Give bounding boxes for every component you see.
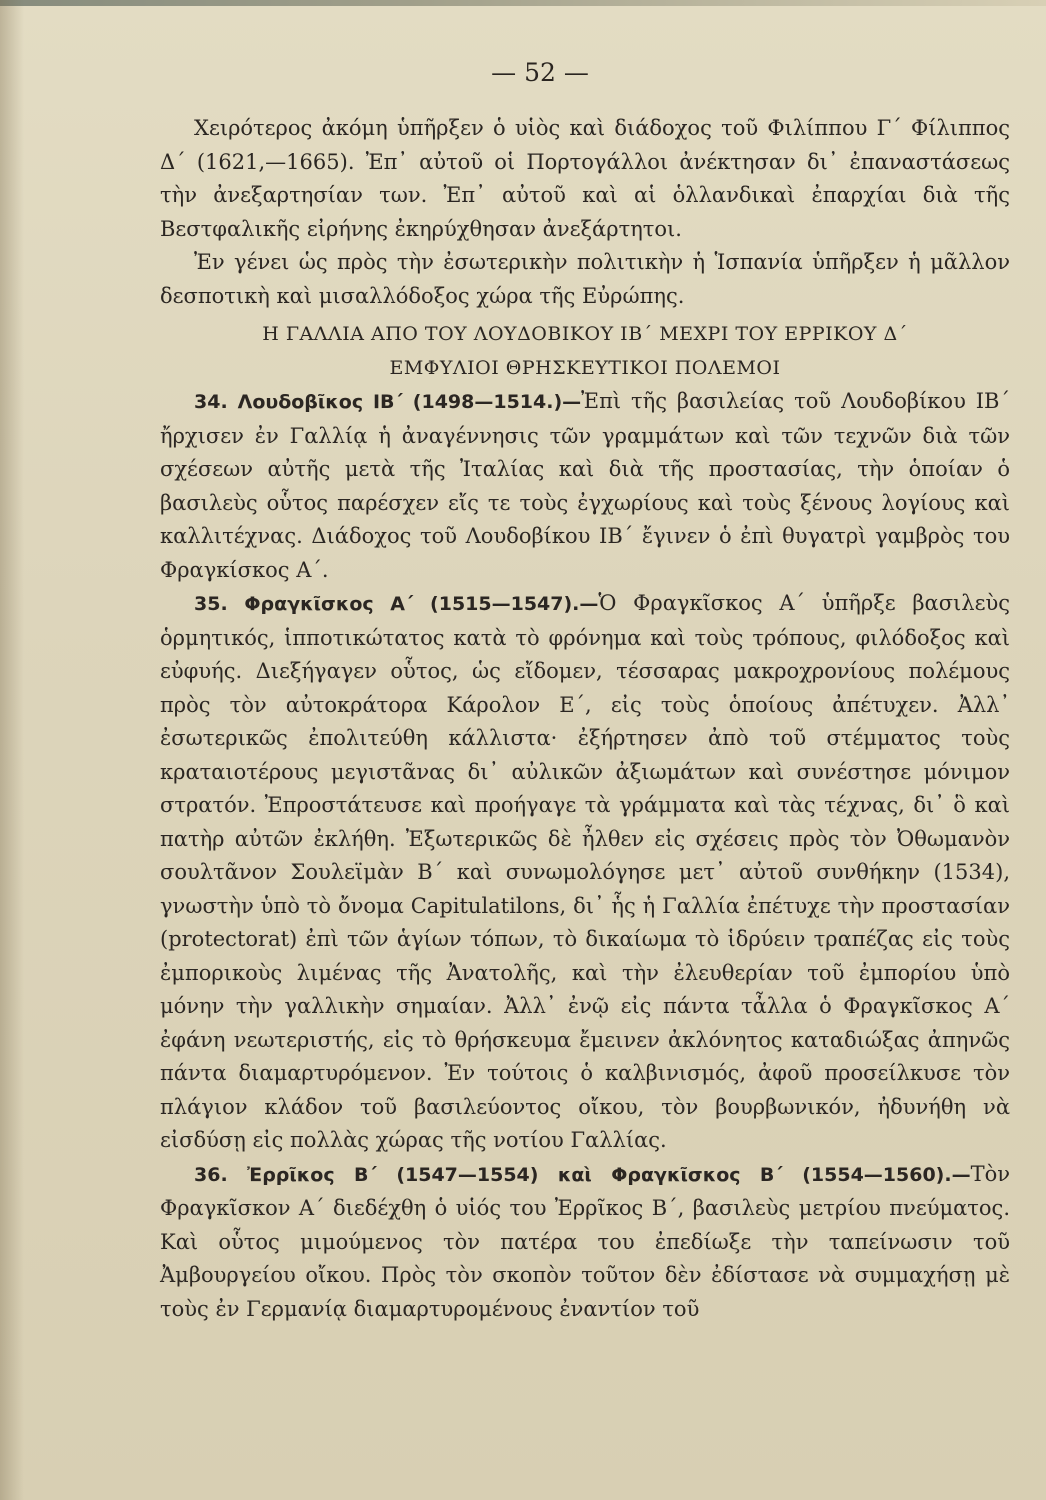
section-number: 34. (194, 391, 228, 413)
section-body: Ὁ Φραγκῖσκος Α΄ ὑπῆρξε βασιλεὺς ὁρμητικός, ἱπποτικώτατος κατὰ τὸ φρόνημα καὶ τοὺς τρόπους, φιλόδοξος καὶ εὐφυής. Διεξήγαγεν οὗτος, ὡς εἴδομεν, τέσσαρας μακροχρονίους πολέμους πρὸς τὸν αὐτοκράτορα Κάρολον Ε΄, εἰς τοὺς ὁποίους ἀπέτυχεν. Ἀλλ᾽ ἐσωτερικῶς ἐπολιτεύθη κάλλιστα· ἐξήρτησεν ἀπὸ τοῦ στέμματος τοὺς κραταιοτέρους μεγιστᾶνας δι᾽ αὐλικῶν ἀξιωμάτων καὶ συνέστησε μόνιμον στρατόν. Ἐπροστάτευσε καὶ προήγαγε τὰ γράμματα καὶ τὰς τέχνας, δι᾽ ὃ καὶ πατὴρ αὐτῶν ἐκλήθη. Ἐξωτερικῶς δὲ ἦλθεν εἰς σχέσεις πρὸς τὸν Ὀθωμανὸν σουλτᾶνον Σουλεϊμὰν Β΄ καὶ συνωμολόγησε μετ᾽ αὐτοῦ συνθήκην (1534), γνωστὴν ὑπὸ τὸ ὄνομα Capitulatilons, δι᾽ ἧς ἡ Γαλλία ἐπέτυχε τὴν προστασίαν (protectorat) ἐπὶ τῶν ἁγίων τόπων, τὸ δικαίωμα τὸ ἱδρύειν τραπέζας εἰς τοὺς ἐμπορικοὺς λιμένας τῆς Ἀνατολῆς, καὶ τὴν ἐλευθερίαν τοῦ ἐμπορίου ὑπὸ μόνην τὴν γαλλικὴν σημαίαν. Ἀλλ᾽ ἐνῷ εἰς πάντα τἆλλα ὁ Φραγκῖσκος Α΄ ἐφάνη νεωτεριστής, εἰς τὸ θρήσκευμα ἔμεινεν ἀκλόνητος καταδιώξας ἀπηνῶς πάντα διαμαρτυρόμενον. Ἐν τούτοις ὁ καλβινισμός, ἀφοῦ προσείλκυσε τὸν πλάγιον κλάδον τοῦ βασιλεύοντος οἴκου, τὸν βουρβωνικόν, ἠδυνήθη νὰ εἰσδύσῃ εἰς πολλὰς χώρας τῆς νοτίου Γαλλίας. (160, 591, 1010, 1152)
chapter-heading: Η ΓΑΛΛΙΑ ΑΠΟ ΤΟΥ ΛΟΥΔΟΒΙΚΟΥ ΙΒ΄ ΜΕΧΡΙ ΤΟΥ ΕΡΡΙΚΟΥ Δ΄ (262, 323, 908, 345)
section-number: 36. (194, 1163, 228, 1186)
section-body: Τὸν Φραγκῖσκον Α΄ διεδέχθη ὁ υἱός του Ἐρρῖκος Β΄, βασιλεὺς μετρίου πνεύματος. Καὶ οὗτος μιμούμενος τὸν πατέρα του ἐπεδίωξε τὴν ταπείνωσιν τοῦ Ἀμβουργείου οἴκου. Πρὸς τὸν σκοπὸν τοῦτον δὲν ἐδίστασε νὰ συμμαχήσῃ μὲ τοὺς ἐν Γερμανίᾳ διαμαρτυρομένους ἐναντίον τοῦ (160, 1161, 1010, 1321)
section-35 (160, 587, 1010, 1158)
section-body: Ἐπὶ τῆς βασιλείας τοῦ Λουδοβίκου ΙΒ΄ ἤρχισεν ἐν Γαλλίᾳ ἡ ἀναγέννησις τῶν γραμμάτων καὶ τῶν τεχνῶν διὰ τῶν σχέσεων αὐτῆς μετὰ τῆς Ἰταλίας καὶ διὰ τῆς προστασίας, τὴν ὁποίαν ὁ βασιλεὺς οὗτος παρέσχεν εἴς τε τοὺς ἐγχωρίους καὶ τοὺς ξένους λογίους καὶ καλλιτέχνας. Διάδοχος τοῦ Λουδοβίκου ΙΒ΄ ἔγινεν ὁ ἐπὶ θυγατρὶ γαμβρὸς του Φραγκίσκος Α΄. (160, 389, 1010, 582)
paragraph-philip-iv: Χειρότερος ἀκόμη ὑπῆρξεν ὁ υἱὸς καὶ διάδοχος τοῦ Φιλίππου Γ΄ Φίλιππος Δ΄ (1621,—1665). Ἐπ᾽ αὐτοῦ οἱ Πορτογάλλοι ἀνέκτησαν δι᾽ ἐπαναστάσεως τὴν ἀνεξαρτησίαν των. Ἐπ᾽ αὐτοῦ καὶ αἱ ὁλλανδικαὶ ἐπαρχίαι διὰ τῆς Βεστφαλικῆς εἰρήνης ἐκηρύχθησαν ἀνεξάρτητοι. (160, 116, 1010, 241)
section-number: 35. (194, 593, 228, 615)
section-title: Λουδοβῖκος ΙΒ΄ (1498—1514.)— (237, 391, 582, 413)
section-title: Φραγκῖσκος Α΄ (1515—1547).— (244, 593, 599, 615)
page-edge (0, 0, 1046, 6)
chapter-subheading: ΕΜΦΥΛΙΟΙ ΘΡΗΣΚΕΥΤΙΚΟΙ ΠΟΛΕΜΟΙ (389, 357, 781, 379)
section-36 (160, 1158, 1010, 1327)
text-body (160, 112, 1010, 1326)
paragraph-spain-summary: Ἐν γένει ὡς πρὸς τὴν ἐσωτερικὴν πολιτικὴν ἡ Ἱσπανία ὑπῆρξεν ἡ μᾶλλον δεσποτικὴ καὶ μισαλλόδοξος χώρα τῆς Εὐρώπης. (160, 250, 1010, 308)
section-34 (160, 385, 1010, 587)
section-title: Ἐρρῖκος Β΄ (1547—1554) καὶ Φραγκῖσκος Β΄ (1554—1560).— (247, 1163, 971, 1186)
page-number: — 52 — (491, 58, 589, 87)
page-fold-shadow (0, 0, 24, 1500)
